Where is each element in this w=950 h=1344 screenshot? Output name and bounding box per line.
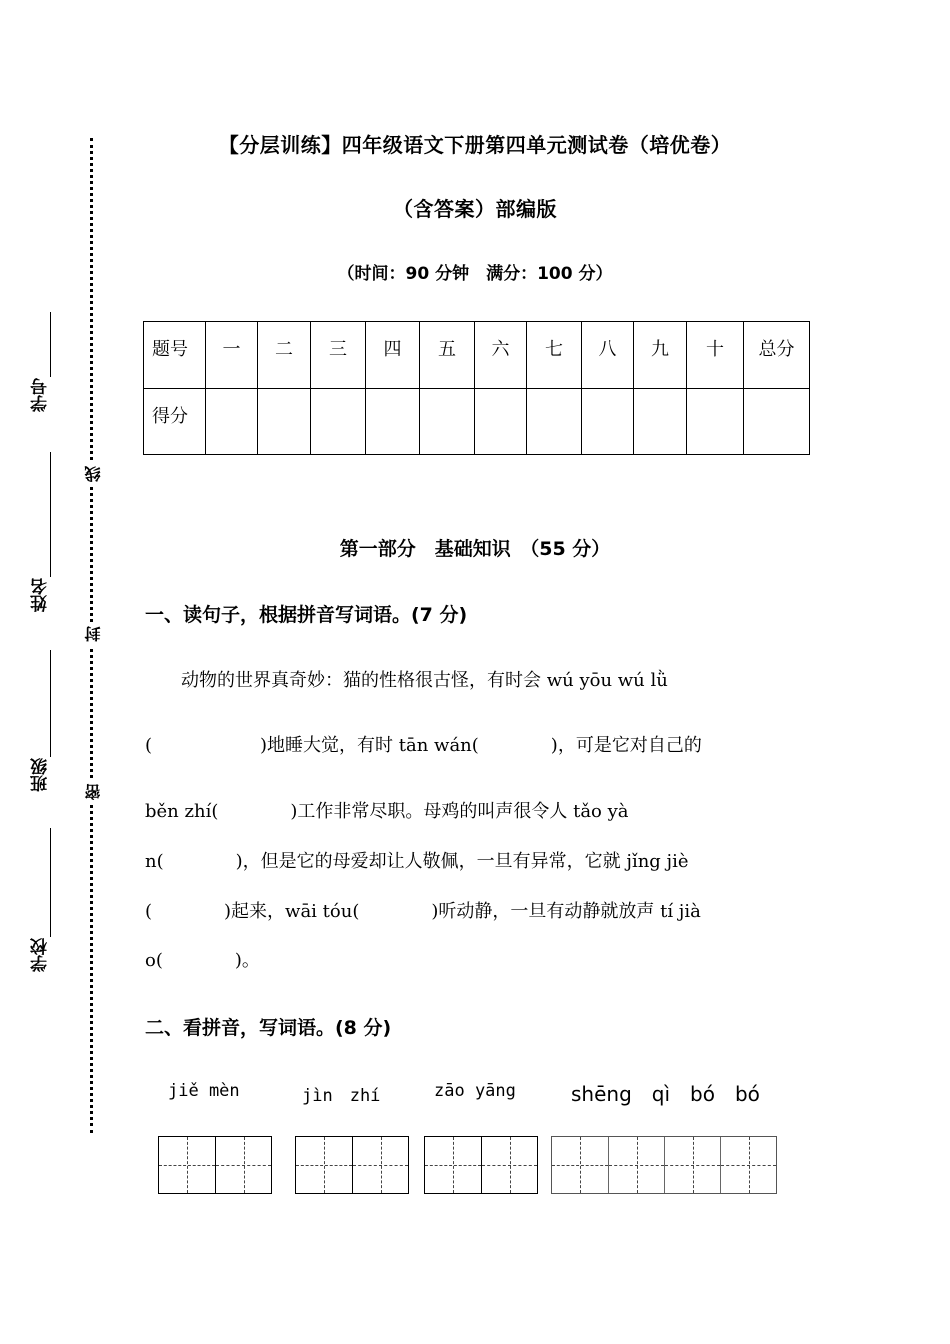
score-cell[interactable]	[258, 388, 311, 455]
q2-grid-3	[424, 1136, 538, 1194]
writing-cell[interactable]	[425, 1137, 481, 1193]
q1-line-6: o( )。	[145, 950, 260, 971]
writing-cell[interactable]	[215, 1137, 271, 1193]
col-4: 四	[366, 322, 420, 389]
name-label: 姓名	[31, 578, 51, 612]
col-6: 六	[475, 322, 527, 389]
score-cell[interactable]	[582, 388, 634, 455]
q2-title: 二、看拼音，写词语。(8 分)	[145, 1017, 392, 1039]
part1-heading: 第一部分 基础知识 （55 分）	[339, 538, 611, 560]
score-cell[interactable]	[366, 388, 420, 455]
writing-cell[interactable]	[159, 1137, 215, 1193]
q1-line-5: ( )起来，wāi tóu( )听动静，一旦有动静就放声 tí jià	[145, 901, 701, 922]
page-subtitle: （含答案）部编版	[393, 197, 557, 221]
col-1: 一	[206, 322, 258, 389]
writing-cell[interactable]	[296, 1137, 352, 1193]
col-10: 十	[687, 322, 744, 389]
score-cell[interactable]	[475, 388, 527, 455]
score-cell-total[interactable]	[744, 388, 810, 455]
q1-line-1: 动物的世界真奇妙：猫的性格很古怪，有时会 wú yōu wú lǜ	[145, 670, 668, 691]
score-cell[interactable]	[420, 388, 475, 455]
col-7: 七	[527, 322, 582, 389]
student-id-field[interactable]	[50, 312, 51, 377]
writing-cell[interactable]	[481, 1137, 537, 1193]
writing-cell[interactable]	[664, 1137, 720, 1193]
col-2: 二	[258, 322, 311, 389]
score-cell[interactable]	[206, 388, 258, 455]
q2-grid-2	[295, 1136, 409, 1194]
school-field[interactable]	[50, 828, 51, 937]
score-table-score-row	[144, 388, 810, 455]
score-cell[interactable]	[527, 388, 582, 455]
col-total: 总分	[744, 322, 810, 389]
student-id-label: 学号	[31, 378, 51, 412]
col-8: 八	[582, 322, 634, 389]
q2-pinyin-2: jìn zhí	[302, 1086, 381, 1106]
writing-cell[interactable]	[608, 1137, 664, 1193]
score-cell[interactable]	[634, 388, 687, 455]
q1-line-2: ( )地睡大觉，有时 tān wán( )，可是它对自己的	[145, 735, 702, 756]
score-cell[interactable]	[311, 388, 366, 455]
school-label: 学校	[31, 938, 51, 972]
score-label: 得分	[144, 388, 206, 455]
seal-char-feng: 封	[82, 622, 102, 646]
class-label: 班级	[31, 758, 51, 792]
score-table-header-row	[144, 322, 810, 389]
q2-pinyin-1: jiě mèn	[168, 1081, 240, 1101]
col-9: 九	[634, 322, 687, 389]
q2-pinyin-4: shēng qì bó bó	[571, 1082, 760, 1106]
question-number-label: 题号	[144, 322, 206, 389]
class-field[interactable]	[50, 650, 51, 757]
col-3: 三	[311, 322, 366, 389]
q1-title: 一、读句子，根据拼音写词语。(7 分)	[145, 604, 468, 626]
seal-char-xian: 线	[82, 462, 102, 486]
q2-grid-4	[551, 1136, 777, 1194]
score-table	[143, 321, 810, 455]
q1-line-3: běn zhí( )工作非常尽职。母鸡的叫声很令人 tǎo yà	[145, 801, 629, 822]
writing-cell[interactable]	[552, 1137, 608, 1193]
page-title: 【分层训练】四年级语文下册第四单元测试卷（培优卷）	[218, 133, 732, 157]
writing-cell[interactable]	[720, 1137, 776, 1193]
time-info: （时间：90 分钟 满分：100 分）	[337, 264, 613, 284]
score-cell[interactable]	[687, 388, 744, 455]
q1-line-4: n( )，但是它的母爱却让人敬佩，一旦有异常，它就 jǐng jiè	[145, 851, 689, 872]
col-5: 五	[420, 322, 475, 389]
seal-char-mi: 密	[82, 780, 102, 804]
q2-pinyin-3: zāo yāng	[434, 1081, 516, 1101]
q2-grid-1	[158, 1136, 272, 1194]
writing-cell[interactable]	[352, 1137, 408, 1193]
